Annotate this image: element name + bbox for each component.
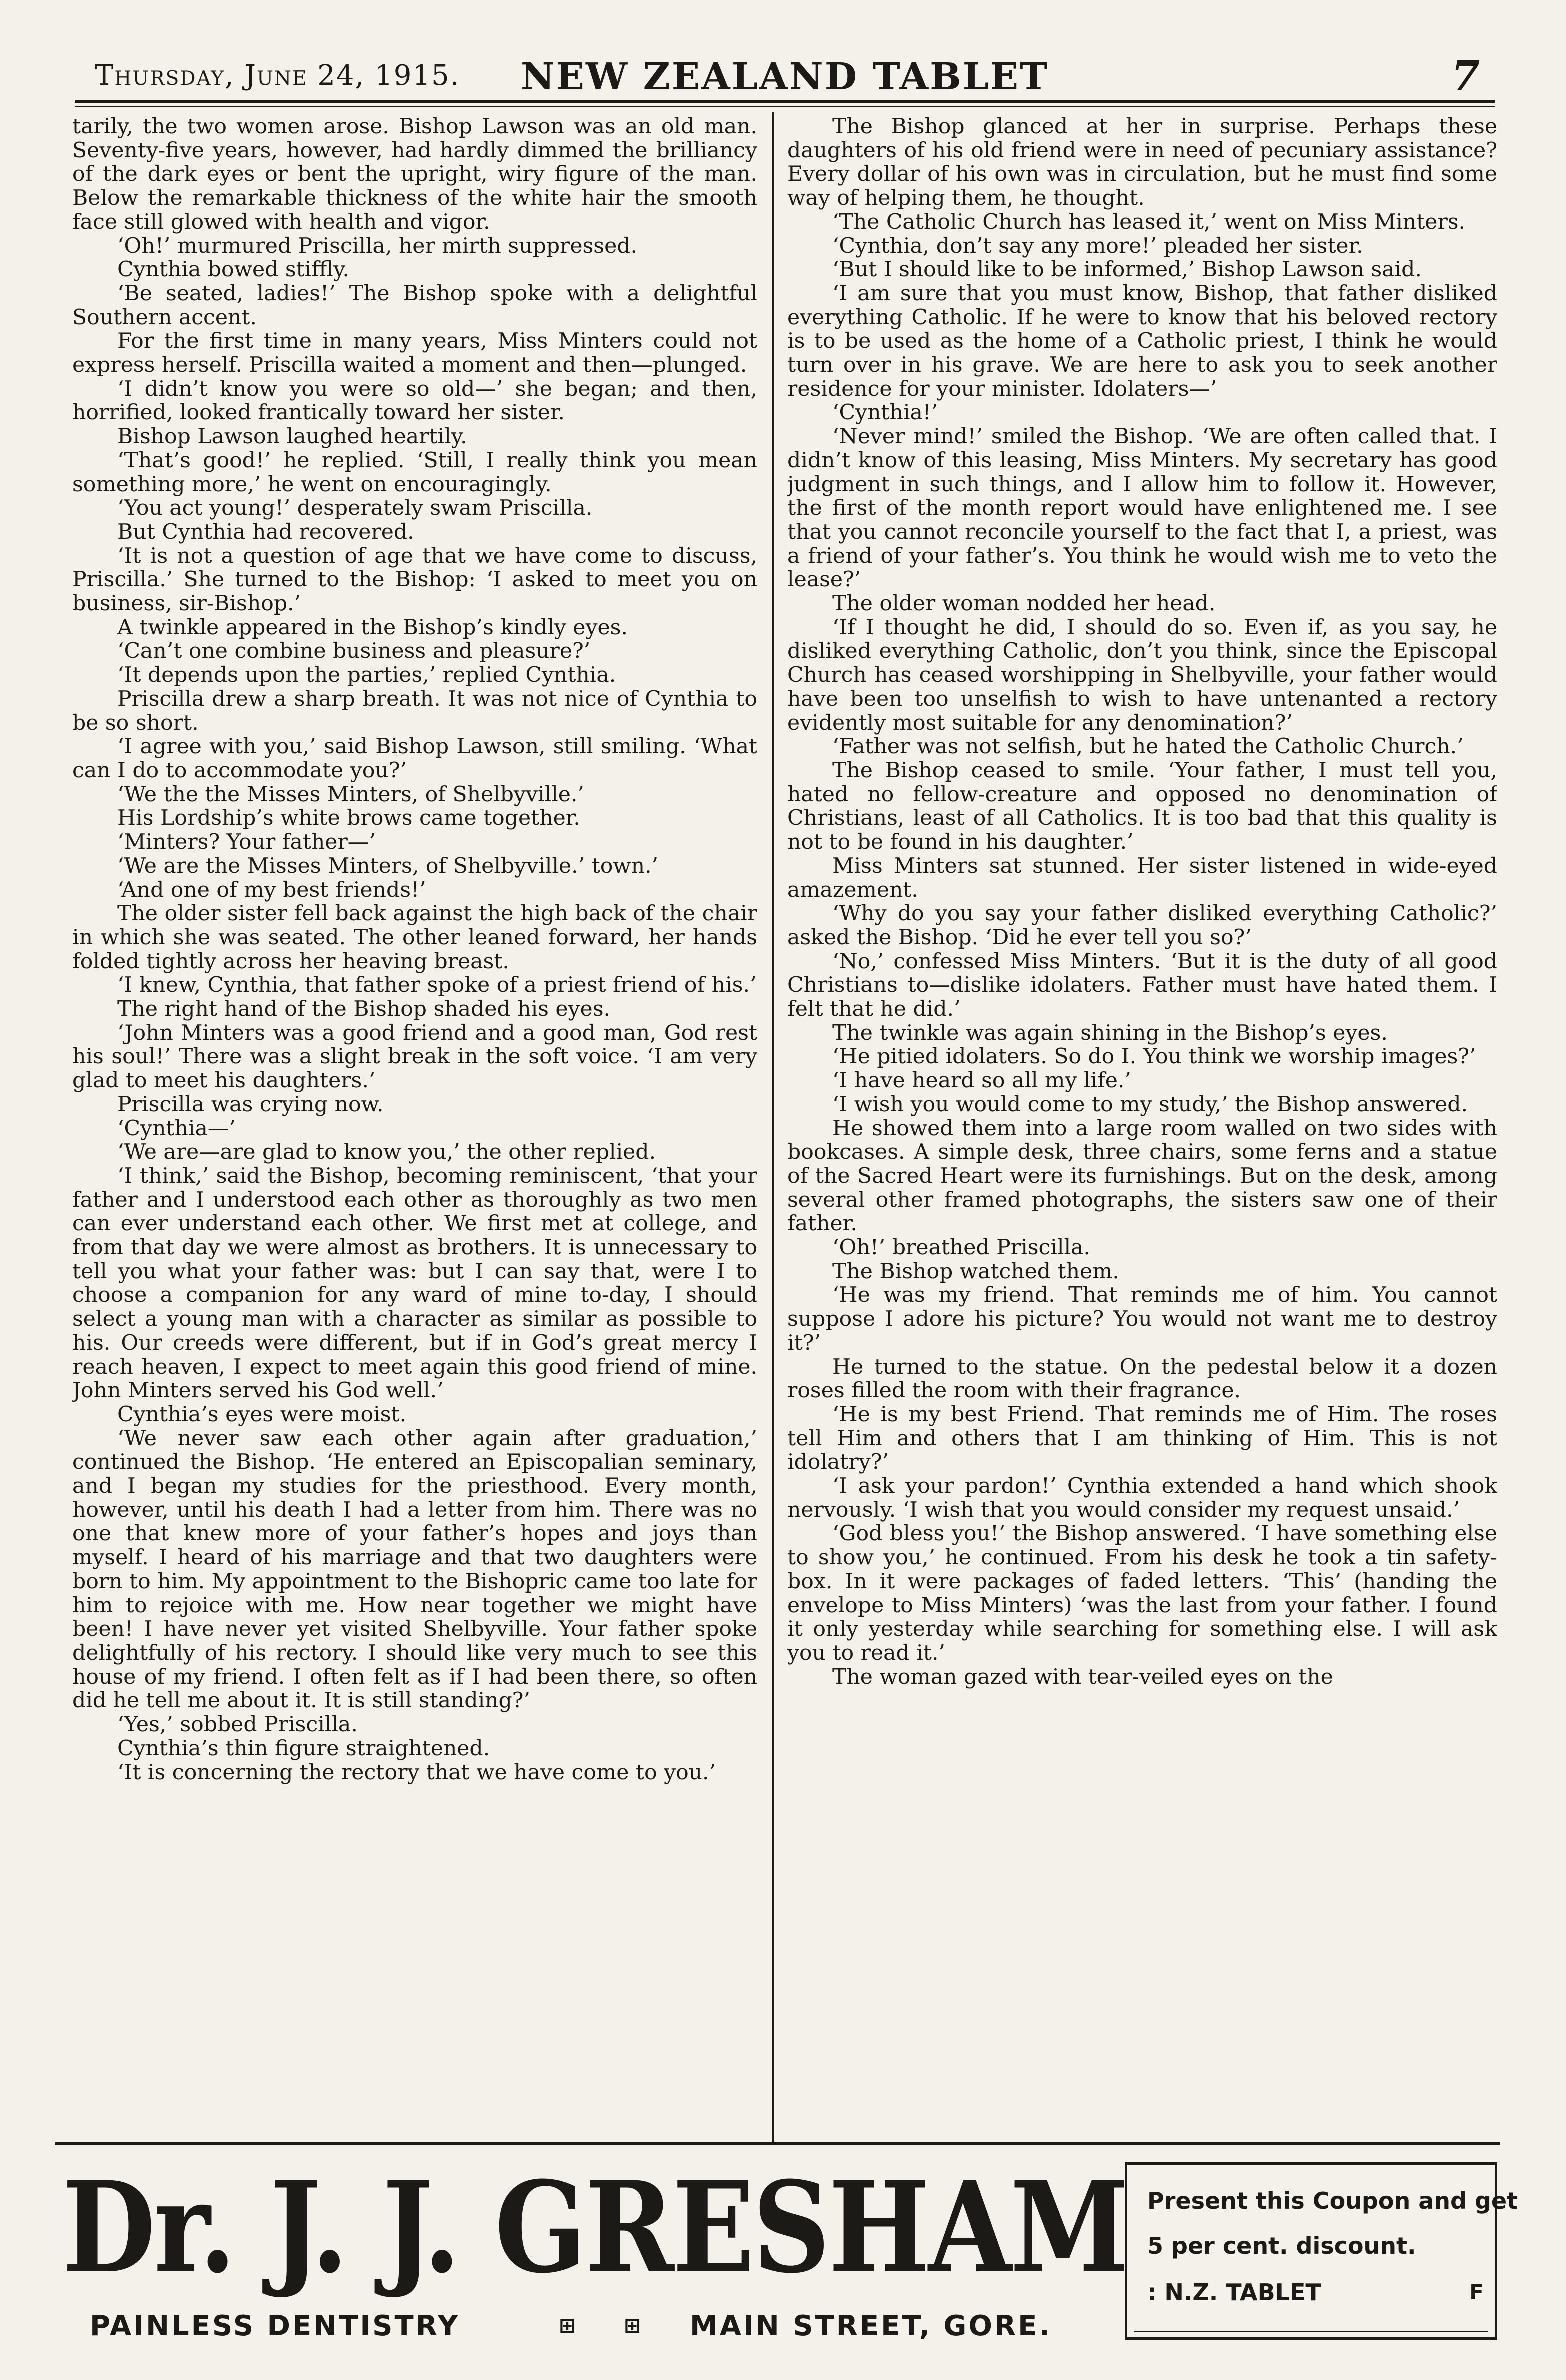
article-paragraph: Cynthia’s eyes were moist. (118, 1402, 407, 1427)
advertiser-name: Dr. J. J. GRESHAM (62, 2154, 1128, 2301)
article-paragraph: ‘Minters? Your father—’ (118, 830, 376, 855)
coupon-line-3: : N.Z. TABLET (1148, 2279, 1322, 2306)
article-paragraph: ‘You act young!’ desperately swam Priscilla. (118, 496, 593, 521)
advertiser-tagline: PAINLESS DENTISTRY (90, 2310, 460, 2342)
article-paragraph: ‘We never saw each other again after graduation,’ continued the Bishop. ‘He entered an Episcopalian seminary, and I began my studies for the priesthood. Every month, however, until his death I had a letter from him. There was no one that knew more of your father’s hopes and joys than myself. I heard of his marriage and that two daughters were born to him. My appointment to the Bishopric came too late for him to rejoice with me. How near together we might have been! I have never yet visited Shelbyville. Your father spoke delightfully of his rectory. I should like very much to see this house of my friend. I often felt as if I had been there, so often did he tell me about it. It is still standing?’ (72, 1426, 758, 1713)
article-paragraph: But Cynthia had recovered. (118, 519, 414, 544)
coupon-line-2: 5 per cent. discount. (1148, 2232, 1416, 2259)
article-paragraph: The older sister fell back against the high back of the chair in which she was seated. The other leaned forward, her hands folded tightly across her heaving breast. (72, 901, 758, 974)
advertiser-address: MAIN STREET, GORE. (690, 2310, 1052, 2342)
article-paragraph: ‘It depends upon the parties,’ replied Cynthia. (118, 663, 616, 688)
column-divider (772, 112, 774, 2142)
article-paragraph: ‘I agree with you,’ said Bishop Lawson, still smiling. ‘What can I do to accommodate you?’ (72, 734, 758, 783)
article-paragraph: The right hand of the Bishop shaded his eyes. (118, 997, 611, 1022)
article-paragraph: ‘I am sure that you must know, Bishop, that father disliked everything Catholic. If he were to know that his beloved rectory is to be used as the home of a Catholic priest, I think he would turn over in his grave. We are here to ask you to seek another residence for your minister. Idolaters—’ (788, 281, 1498, 401)
coupon-mark: F (1470, 2280, 1484, 2304)
advertisement-rule (55, 2142, 1500, 2145)
issue-date: Thursday, June 24, 1915. (95, 59, 460, 92)
article-paragraph: ‘Be seated, ladies!’ The Bishop spoke with a delightful Southern accent. (72, 281, 758, 330)
ornament-icon: ⊞ (560, 2311, 576, 2340)
article-paragraph: ‘Oh!’ murmured Priscilla, her mirth suppressed. (118, 233, 638, 258)
coupon-line-1: Present this Coupon and get (1148, 2187, 1518, 2214)
article-paragraph: ‘Yes,’ sobbed Priscilla. (118, 1712, 358, 1737)
article-paragraph: ‘I wish you would come to my study,’ the Bishop answered. (832, 1092, 1468, 1117)
article-paragraph: ‘And one of my best friends!’ (118, 877, 426, 902)
article-paragraph: ‘I have heard so all my life.’ (832, 1068, 1132, 1093)
article-column-left (72, 115, 758, 2130)
article-paragraph: ‘Cynthia, don’t say any more!’ pleaded her sister. (832, 233, 1364, 258)
article-paragraph: Bishop Lawson laughed heartily. (118, 424, 468, 449)
article-paragraph: The Bishop glanced at her in surprise. Perhaps these daughters of his old friend were in need of pecuniary assistance? Every dollar of his own was in circulation, but he must find some way of helping them, he thought. (788, 115, 1498, 211)
article-paragraph: The twinkle was again shining in the Bishop’s eyes. (832, 1020, 1388, 1045)
article-paragraph: Cynthia bowed stiffly. (118, 257, 350, 282)
article-paragraph: ‘I didn’t know you were so old—’ she began; and then, horrified, looked frantically toward her sister. (72, 376, 758, 425)
article-paragraph: ‘He is my best Friend. That reminds me of Him. The roses tell Him and others that I am thinking of Him. This is not idolatry?’ (788, 1402, 1498, 1475)
coupon-rule (1134, 2331, 1488, 2332)
article-paragraph: ‘I think,’ said the Bishop, becoming reminiscent, ‘that your father and I understood each other as thoroughly as two men can ever understand each other. We first met at college, and from that day we were almost as brothers. It is unnecessary to tell you what your father was: but I can say that, were I to choose a companion for any ward of mine to-day, I should select a young man with a character as similar as possible to his. Our creeds were different, but if in God’s great mercy I reach heaven, I expect to meet again this good friend of mine. John Minters served his God well.’ (72, 1163, 758, 1403)
article-paragraph: ‘Cynthia—’ (118, 1116, 236, 1141)
article-paragraph: ‘Cynthia!’ (832, 400, 938, 425)
article-paragraph: ‘It is concerning the rectory that we have come to you.’ (118, 1760, 716, 1785)
article-paragraph: Priscilla drew a sharp breath. It was not nice of Cynthia to be so short. (72, 686, 758, 735)
article-paragraph: The Bishop ceased to smile. ‘Your father, I must tell you, hated no fellow-creature and opposed no denomination of Christians, least of all Catholics. It is too bad that this quality is not to be found in his daughter.’ (788, 758, 1498, 855)
article-paragraph: For the first time in many years, Miss Minters could not express herself. Priscilla waited a moment and then—plunged. (72, 329, 758, 378)
article-paragraph: He turned to the statue. On the pedestal below it a dozen roses filled the room with their fragrance. (788, 1354, 1498, 1403)
article-paragraph: ‘That’s good!’ he replied. ‘Still, I really think you mean something more,’ he went on encouragingly. (72, 448, 758, 497)
article-paragraph: ‘I knew, Cynthia, that father spoke of a priest friend of his.’ (118, 973, 757, 998)
masthead (75, 52, 1495, 103)
article-paragraph: ‘We the the Misses Minters, of Shelbyville.’ (118, 782, 584, 807)
article-paragraph: ‘We are the Misses Minters, of Shelbyville.’ town.’ (118, 853, 659, 878)
article-paragraph: ‘But I should like to be informed,’ Bishop Lawson said. (832, 257, 1422, 282)
article-paragraph: Cynthia’s thin figure straightened. (118, 1736, 490, 1761)
article-paragraph: ‘Father was not selfish, but he hated the Catholic Church.’ (832, 734, 1464, 759)
article-paragraph: The older woman nodded her head. (832, 591, 1216, 616)
article-paragraph: ‘Can’t one combine business and pleasure?’ (118, 639, 591, 664)
discount-coupon[interactable] (1125, 2162, 1518, 2340)
article-paragraph: Miss Minters sat stunned. Her sister listened in wide-eyed amazement. (788, 853, 1498, 902)
page-number: 7 (1451, 52, 1480, 100)
article-paragraph: A twinkle appeared in the Bishop’s kindly eyes. (118, 615, 628, 640)
article-column-right (788, 115, 1498, 2130)
article-paragraph: ‘It is not a question of age that we have come to discuss, Priscilla.’ She turned to the Bishop: ‘I asked to meet you on business, sir-Bishop.’ (72, 543, 758, 616)
article-paragraph: ‘He pitied idolaters. So do I. You think we worship images?’ (832, 1044, 1476, 1069)
article-paragraph: ‘I ask your pardon!’ Cynthia extended a hand which shook nervously. ‘I wish that you would consider my request unsaid.’ (788, 1474, 1498, 1522)
article-paragraph: tarily, the two women arose. Bishop Lawson was an old man. Seventy-five years, however, had hardly dimmed the brilliancy of the dark eyes or bent the upright, wiry figure of the man. Below the remarkable thickness of the white hair the smooth face still glowed with health and vigor. (72, 115, 758, 234)
article-paragraph: ‘God bless you!’ the Bishop answered. ‘I have something else to show you,’ he continued. From his desk he took a tin safety-box. In it were packages of faded letters. ‘This’ (handing the envelope to Miss Minters) ‘was the last from your father. I found it only yesterday while searching for something else. I will ask you to read it.’ (788, 1521, 1498, 1665)
masthead-rule (75, 106, 1495, 107)
article-paragraph: He showed them into a large room walled on two sides with bookcases. A simple desk, three chairs, some ferns and a statue of the Sacred Heart were its furnishings. But on the desk, among several other framed photographs, the sisters saw one of their father. (788, 1116, 1498, 1236)
article-paragraph: His Lordship’s white brows came together. (118, 806, 580, 831)
article-paragraph: ‘If I thought he did, I should do so. Even if, as you say, he disliked everything Catholic, don’t you think, since the Episcopal Church has ceased worshipping in Shelbyville, your father would have been too unselfish to wish to have untenanted a rectory evidently most suitable for any denomination?’ (788, 615, 1498, 735)
article-paragraph: Priscilla was crying now. (118, 1092, 384, 1117)
article-paragraph: The Bishop watched them. (832, 1259, 1120, 1284)
ornament-icon: ⊞ (625, 2311, 640, 2340)
article-paragraph: The woman gazed with tear-veiled eyes on the (832, 1664, 1334, 1689)
article-paragraph: ‘We are—are glad to know you,’ the other replied. (118, 1140, 656, 1165)
advertisement-gresham (55, 2150, 1518, 2360)
article-paragraph: ‘Oh!’ breathed Priscilla. (832, 1235, 1090, 1260)
article-paragraph: ‘Why do you say your father disliked everything Catholic?’ asked the Bishop. ‘Did he ever tell you so?’ (788, 901, 1498, 950)
article-paragraph: ‘John Minters was a good friend and a good man, God rest his soul!’ There was a slight break in the soft voice. ‘I am very glad to meet his daughters.’ (72, 1020, 758, 1093)
article-paragraph: ‘He was my friend. That reminds me of him. You cannot suppose I adore his picture? You would not want me to destroy it?’ (788, 1283, 1498, 1355)
article-paragraph: ‘Never mind!’ smiled the Bishop. ‘We are often called that. I didn’t know of this leasing, Miss Minters. My secretary has good judgment in such things, and I allow him to follow it. However, the first of the month report would have enlightened me. I see that you cannot reconcile yourself to the fact that I, a priest, was a friend of your father’s. You think he would wish me to veto the lease?’ (788, 424, 1498, 592)
article-paragraph: ‘The Catholic Church has leased it,’ went on Miss Minters. (832, 209, 1466, 234)
publication-title: NEW ZEALAND TABLET (520, 55, 1050, 98)
article-paragraph: ‘No,’ confessed Miss Minters. ‘But it is the duty of all good Christians to—dislike idolaters. Father must have hated them. I felt that he did.’ (788, 949, 1498, 1022)
